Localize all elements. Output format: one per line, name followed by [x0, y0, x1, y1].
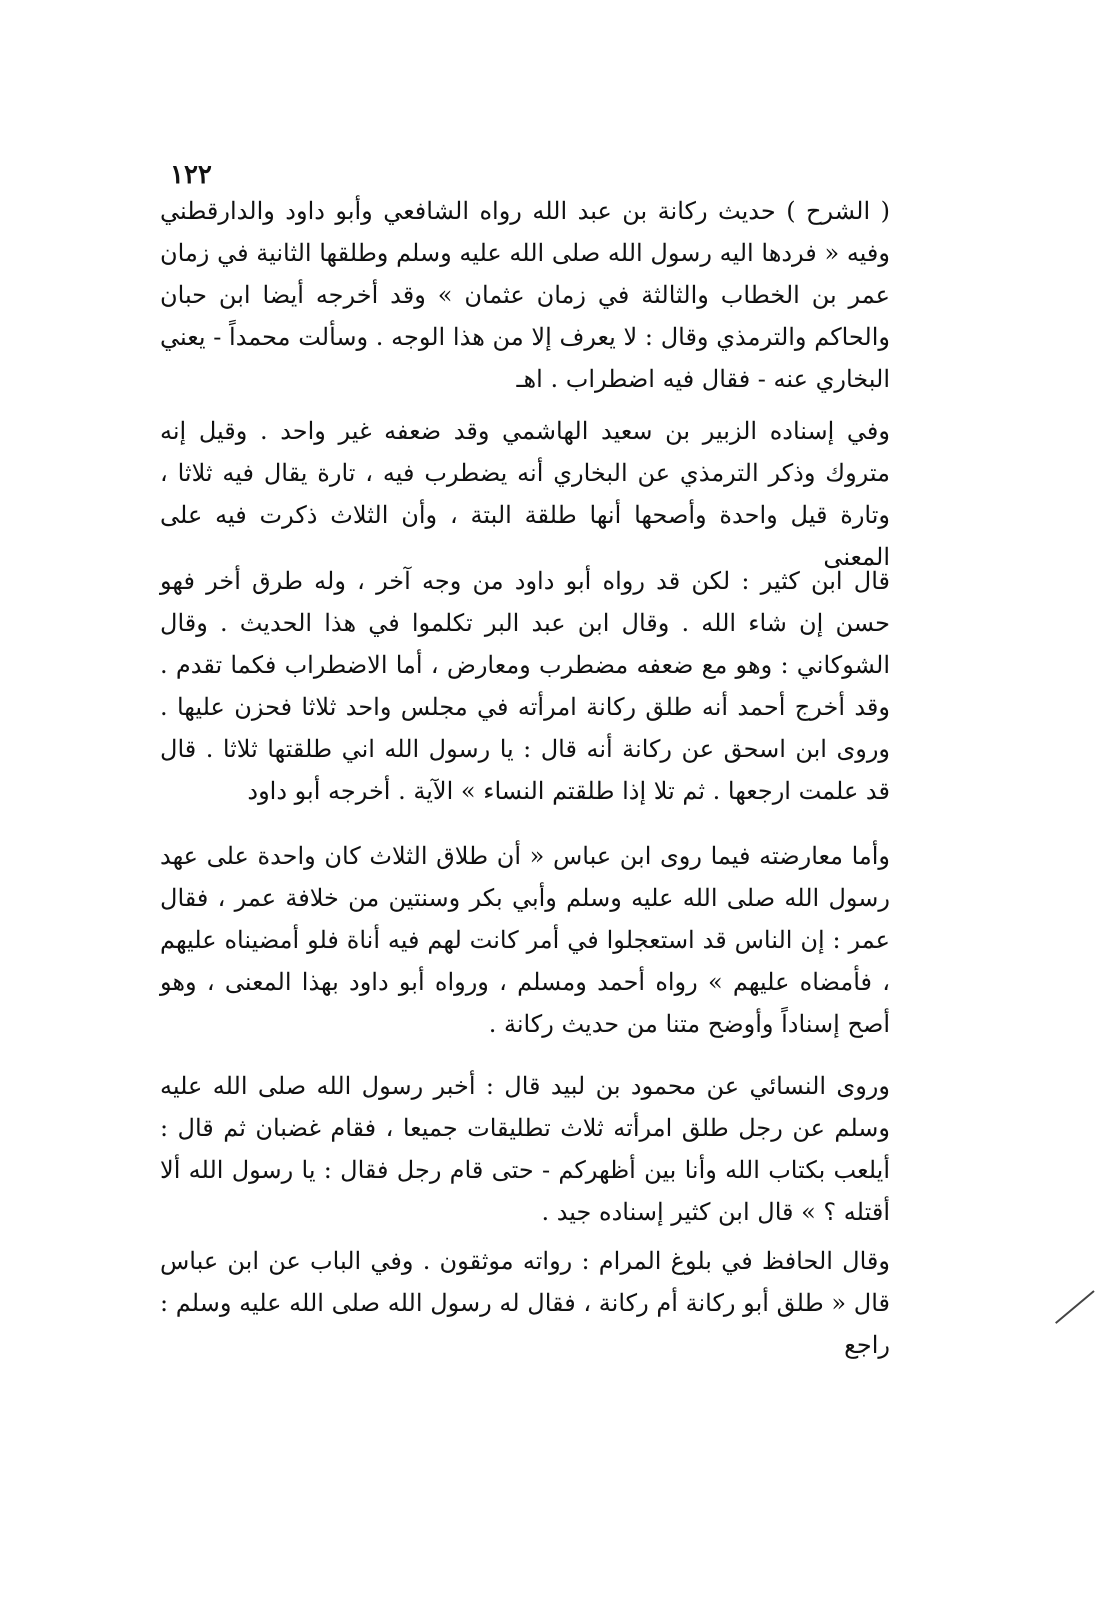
- paragraph-text: وأما معارضته فيما روى ابن عباس « أن طلاق الثلاث كان واحدة على عهد رسول الله صلى الله عليه وسلم وأبي بكر وسنتين من خلافة عمر ، فقال عمر : إن الناس قد استعجلوا في أمر كانت لهم فيه أناة فلو أمضيناه عليهم ، فأمضاه عليهم » رواه أحمد ومسلم ، ورواه أبو داود بهذا المعنى ، وهو أصح إسناداً وأوضح متنا من حديث ركانة .: [160, 842, 890, 1038]
- page-number: ١٢٢: [170, 160, 212, 190]
- paragraph: [160, 190, 890, 400]
- paragraph: [160, 560, 890, 812]
- paragraph-text: وفي إسناده الزبير بن سعيد الهاشمي وقد ضعفه غير واحد . وقيل إنه متروك وذكر الترمذي عن البخاري أنه يضطرب فيه ، تارة يقال فيه ثلاثا ، وتارة قيل واحدة وأصحها أنها طلقة البتة ، وأن الثلاث ذكرت فيه على المعنى: [160, 417, 890, 571]
- paragraph: [160, 1240, 890, 1366]
- paragraph-text: قال ابن كثير : لكن قد رواه أبو داود من وجه آخر ، وله طرق أخر فهو حسن إن شاء الله . وقال ابن عبد البر تكلموا في هذا الحديث . وقال الشوكاني : وهو مع ضعفه مضطرب ومعارض ، أما الاضطراب فكما تقدم . وقد أخرج أحمد أنه طلق ركانة امرأته في مجلس واحد ثلاثا فحزن عليها . وروى ابن اسحق عن ركانة أنه قال : يا رسول الله اني طلقتها ثلاثا . قال قد علمت ارجعها . ثم تلا إذا طلقتم النساء » الآية . أخرجه أبو داود: [160, 567, 890, 805]
- margin-pen-mark: [1055, 1290, 1095, 1324]
- paragraph: [160, 410, 890, 578]
- paragraph-text: ( الشرح ) حديث ركانة بن عبد الله رواه الشافعي وأبو داود والدارقطني وفيه « فردها اليه رسول الله صلى الله عليه وسلم وطلقها الثانية في زمان عمر بن الخطاب والثالثة في زمان عثمان » وقد أخرجه أيضا ابن حبان والحاكم والترمذي وقال : لا يعرف إلا من هذا الوجه . وسألت محمداً - يعني البخاري عنه - فقال فيه اضطراب . اهـ: [160, 197, 890, 393]
- paragraph-text: وقال الحافظ في بلوغ المرام : رواته موثقون . وفي الباب عن ابن عباس قال « طلق أبو ركانة أم ركانة ، فقال له رسول الله صلى الله عليه وسلم : راجع: [160, 1247, 890, 1359]
- paragraph-text: وروى النسائي عن محمود بن لبيد قال : أخبر رسول الله صلى الله عليه وسلم عن رجل طلق امرأته ثلاث تطليقات جميعا ، فقام غضبان ثم قال : أيلعب بكتاب الله وأنا بين أظهركم - حتى قام رجل فقال : يا رسول الله ألا أقتله ؟ » قال ابن كثير إسناده جيد .: [160, 1072, 890, 1226]
- paragraph: [160, 1065, 890, 1233]
- paragraph: [160, 835, 890, 1045]
